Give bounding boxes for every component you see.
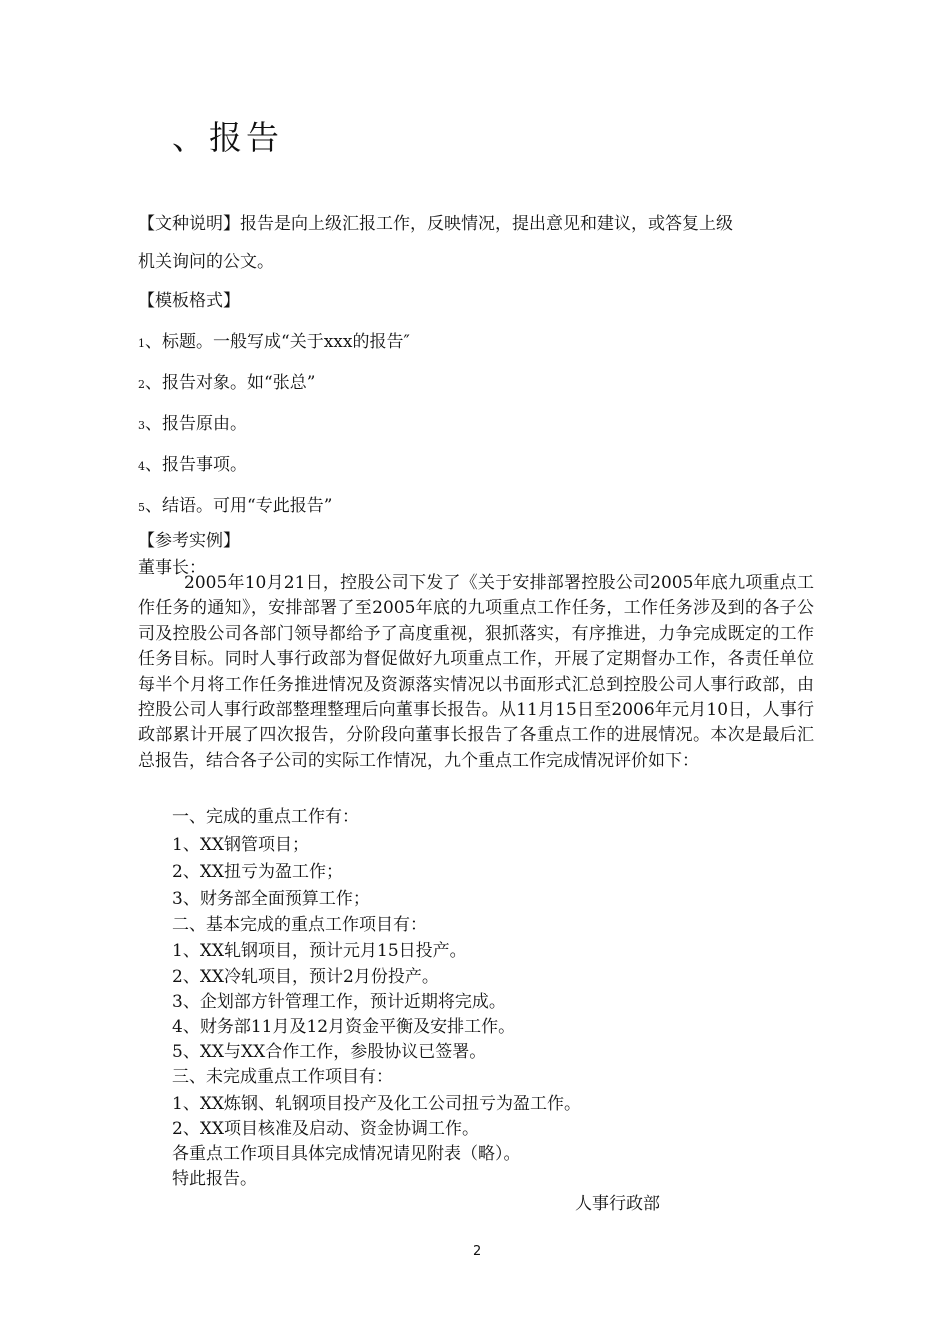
description-line-2: 机关询问的公文。 [138,252,274,272]
template-item-text: 、结语。可用“专此报告” [145,496,333,516]
closing-note: 各重点工作项目具体完成情况请见附表（略）。 [172,1144,521,1164]
template-item [138,327,410,352]
document-title: 、报告 [172,118,283,157]
template-item-text: 、标题。一般写成“关于xxx的报告″ [145,332,410,352]
section-heading: 三、未完成重点工作项目有： [172,1067,393,1087]
template-item-number: 3 [138,419,145,432]
template-item-number: 1 [138,337,145,350]
section-heading: 一、完成的重点工作有： [172,807,359,827]
template-item [138,450,247,475]
salutation: 董事长： [138,558,206,578]
template-item [138,491,332,516]
list-item: 1、XX轧钢项目，预计元月15日投产。 [172,941,467,961]
list-item: 1、XX炼钢、轧钢项目投产及化工公司扭亏为盈工作。 [172,1094,582,1114]
section-heading: 二、基本完成的重点工作项目有： [172,915,427,935]
list-item: 4、财务部11月及12月资金平衡及安排工作。 [172,1017,516,1037]
list-item: 3、企划部方针管理工作，预计近期将完成。 [172,992,506,1012]
list-item: 3、财务部全面预算工作； [172,889,370,909]
list-item: 1、XX钢管项目； [172,835,310,855]
signature: 人事行政部 [575,1194,660,1214]
template-item-number: 4 [138,460,145,473]
list-item: 2、XX冷轧项目，预计2月份投产。 [172,967,439,987]
closing-phrase: 特此报告。 [172,1169,257,1189]
template-item-text: 、报告事项。 [145,455,247,475]
template-item [138,368,315,393]
template-item-number: 2 [138,378,145,391]
description-line-1: 【文种说明】报告是向上级汇报工作，反映情况，提出意见和建议，或答复上级 [138,214,733,234]
template-heading: 【模板格式】 [138,291,240,311]
list-item: 5、XX与XX合作工作，参股协议已签署。 [172,1042,487,1062]
page-number: 2 [473,1244,482,1259]
template-item [138,409,247,434]
template-item-text: 、报告原由。 [145,414,247,434]
template-item-text: 、报告对象。如“张总” [145,373,316,393]
body-paragraph: 2005年10月21日，控股公司下发了《关于安排部署控股公司2005年底九项重点工作任务的通知》，安排部署了至2005年底的九项重点工作任务，工作任务涉及到的各子公司及控股公司各部门领导都给予了高度重视，狠抓落实，有序推进，力争完成既定的工作任务目标。同时人事行政部为督促做好九项重点工作，开展了定期督办工作，各责任单位每半个月将工作任务推进情况及资源落实情况以书面形式汇总到控股公司人事行政部，由控股公司人事行政部整理整理后向董事长报告。从11月15日至2006年元月10日，人事行政部累计开展了四次报告，分阶段向董事长报告了各重点工作的进展情况。本次是最后汇总报告，结合各子公司的实际工作情况，九个重点工作完成情况评价如下： [138,573,814,771]
list-item: 2、XX项目核准及启动、资金协调工作。 [172,1119,480,1139]
example-heading: 【参考实例】 [138,531,240,551]
list-item: 2、XX扭亏为盈工作； [172,862,344,882]
template-item-number: 5 [138,501,145,514]
